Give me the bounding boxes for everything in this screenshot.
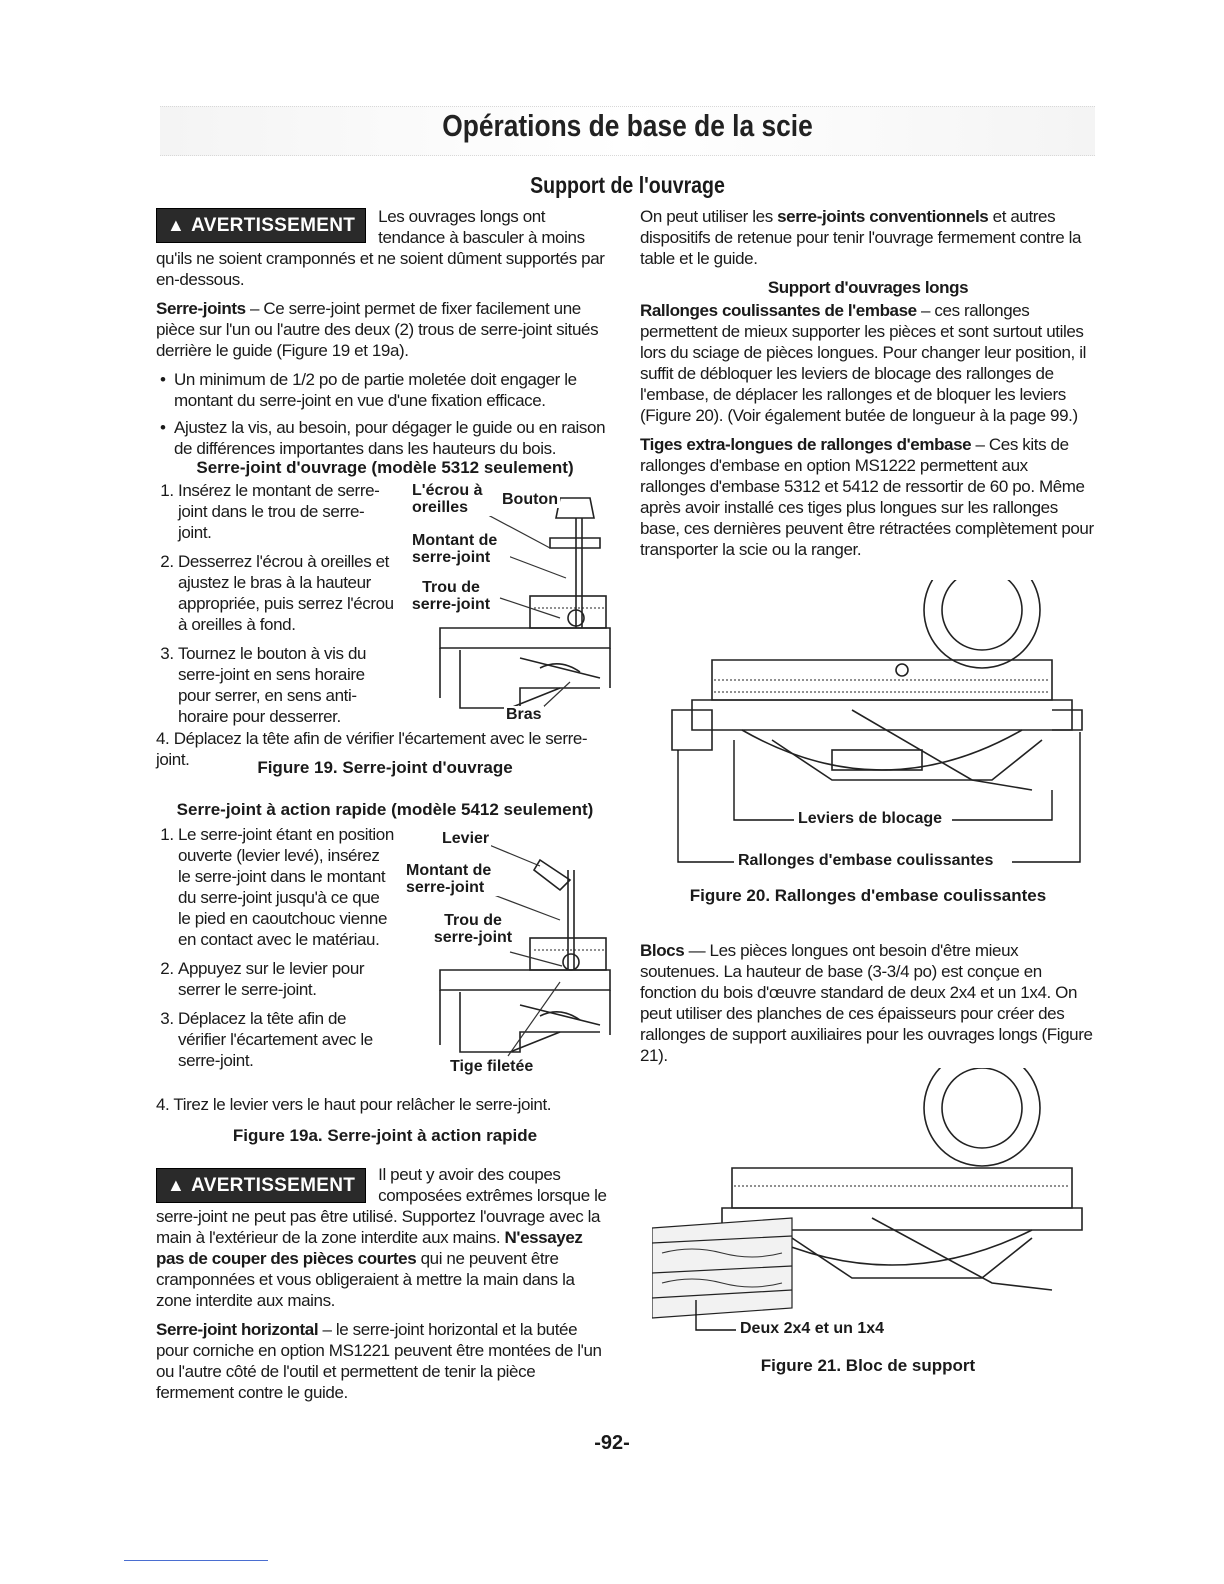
rallonges-paragraph: Rallonges coulissantes de l'embase – ces rallonges permettent de mieux supporter les pièces et sont surtout utiles lors du sciage de pièces longues. Pour changer leur position, il suffit de débloquer les leviers de blocage des rallonges de l'embase, de déplacer les rallonges et de bloquer les leviers (Figure 20). (Voir également butée de longueur à la page 99.): [640, 301, 1086, 425]
callout-montant: Montant de serre-joint: [410, 532, 510, 566]
warning-paragraph-2: ▲ AVERTISSEMENT Il peut y avoir des coupes composées extrêmes lorsque le serre-joint ne peut pas être utilisé. Supportez l'ouvrage avec la main à l'extérieur de la zone interdite aux mains. N'essayez pas de couper des pièces courtes qui ne peuvent être cramponnées et vous obligeraient à mettre la main dans la zone interdite aux mains. Serre-joint horizontal – le serre-joint horizontal et la butée pour corniche en option MS1221 peuvent être montées de l'un ou l'autre côté de l'outil et permettent de tenir la pièce fermement contre le guide.: [156, 1164, 612, 1411]
fig20-callout-leviers: Leviers de blocage: [798, 810, 943, 827]
bullet-item: • Ajustez la vis, au besoin, pour dégager le guide ou en raison de différences importantes dans les hauteurs du bois.: [174, 417, 612, 459]
fig19a-caption: Figure 19a. Serre-joint à action rapide: [232, 1126, 538, 1145]
page-number: -92-: [594, 1432, 630, 1454]
step-item: 3. Tournez le bouton à vis du serre-joint en sens horaire pour serrer, en sens anti-horaire pour desserrer.: [178, 643, 396, 727]
serre-joints-paragraph: Serre-joints – Ce serre-joint permet de fixer facilement une pièce sur l'un ou l'autre des deux (2) trous de serre-joint situés derrière le guide (Figure 19 et 19a).: [156, 299, 599, 360]
fig20-callout-rallonges: Rallonges d'embase coulissantes: [738, 852, 994, 869]
page-title: Opérations de base de la scie: [442, 108, 813, 143]
fig21-saw-illustration: [652, 1068, 1092, 1348]
fig19a-steps: [156, 824, 396, 1079]
fig19-caption: Figure 19. Serre-joint d'ouvrage: [257, 758, 513, 777]
blocs-paragraph: Blocs — Les pièces longues ont besoin d'être mieux soutenues. La hauteur de base (3-3/4 po) est conçue en fonction du bois d'œuvre standard de deux 2x4 et un 1x4. On peut utiliser des planches de ces épaisseurs pour créer des rallonges de support auxiliaires pour les ouvrages longs (Figure 21).: [640, 941, 1093, 1065]
horizontal-paragraph: Serre-joint horizontal – le serre-joint horizontal et la butée pour corniche en option MS1221 peuvent être montées de l'un ou l'autre côté de l'outil et permettent de tenir la pièce fermement contre le guide.: [156, 1320, 602, 1402]
fig19a-heading: Serre-joint à action rapide (modèle 5412 seulement): [176, 800, 594, 819]
bullet-list: [156, 369, 612, 459]
warning-triangle-icon: ▲: [167, 1175, 186, 1195]
fig21-caption: Figure 21. Bloc de support: [760, 1356, 976, 1375]
step-item: 2. Appuyez sur le levier pour serrer le serre-joint.: [178, 958, 396, 1000]
long-support-heading: Support d'ouvrages longs: [767, 278, 969, 297]
callout-montant-19a: Montant de serre-joint: [404, 862, 504, 896]
tiges-paragraph: Tiges extra-longues de rallonges d'embase – Ces kits de rallonges d'embase en option MS1222 permettent aux rallonges d'embase 5312 et 5412 de ressortir de 60 po. Même après avoir installé ces tiges plus longues sur les rallonges base, ces dernières peuvent être rétractées complètement pour transporter la scie ou la ranger.: [640, 435, 1094, 559]
section-title: Support de l'ouvrage: [530, 172, 725, 198]
fig19a-step4: 4. Tirez le levier vers le haut pour relâcher le serre-joint.: [156, 1095, 552, 1114]
callout-ecrou: L'écrou à oreilles: [410, 482, 500, 516]
bullet-item: • Un minimum de 1/2 po de partie moletée doit engager le montant du serre-joint en vue d'une fixation efficace.: [174, 369, 612, 411]
callout-levier: Levier: [442, 830, 490, 847]
callout-trou-19a: Trou de serre-joint: [426, 912, 520, 946]
fig20-caption: Figure 20. Rallonges d'embase coulissantes: [689, 886, 1047, 905]
fig19-step4: 4. Déplacez la tête afin de vérifier l'écartement avec le serre-joint.: [156, 729, 588, 769]
step-item: 2. Desserrez l'écrou à oreilles et ajustez le bras à la hauteur appropriée, puis serrez l'écrou à oreilles à fond.: [178, 551, 396, 635]
fig19a-clamp-illustration: [400, 820, 616, 1080]
intro-paragraph: On peut utiliser les serre-joints conventionnels et autres dispositifs de retenue pour tenir l'ouvrage fermement contre la table et le guide.: [640, 207, 1082, 268]
warning-badge-1: ▲ AVERTISSEMENT: [156, 208, 366, 243]
right-column-top: [640, 206, 1096, 568]
step-item: 1. Insérez le montant de serre-joint dans le trou de serre-joint.: [178, 480, 396, 543]
step-item: 1. Le serre-joint étant en position ouverte (levier levé), insérez le serre-joint dans le montant du serre-joint jusqu'à ce que le pied en caoutchouc vienne en contact avec le matériau.: [178, 824, 396, 950]
step-item: 3. Déplacez la tête afin de vérifier l'écartement avec le serre-joint.: [178, 1008, 396, 1071]
callout-bouton: Bouton: [502, 491, 558, 508]
warning-paragraph-1: ▲ AVERTISSEMENT Les ouvrages longs ont tendance à basculer à moins qu'ils ne soient cramponnés et ne soient dûment supportés par en-dessous.: [156, 207, 605, 289]
warning-triangle-icon: ▲: [167, 215, 186, 235]
callout-bras: Bras: [506, 706, 542, 723]
fig19-heading: Serre-joint d'ouvrage (modèle 5312 seulement): [196, 458, 574, 477]
warning-badge-2: ▲ AVERTISSEMENT: [156, 1168, 366, 1203]
bottom-rule: [124, 1560, 268, 1561]
callout-tige: Tige filetée: [450, 1058, 534, 1075]
fig19-steps: [156, 480, 396, 735]
left-column: [156, 206, 612, 467]
callout-trou: Trou de serre-joint: [404, 579, 498, 613]
fig21-callout: Deux 2x4 et un 1x4: [740, 1320, 885, 1337]
